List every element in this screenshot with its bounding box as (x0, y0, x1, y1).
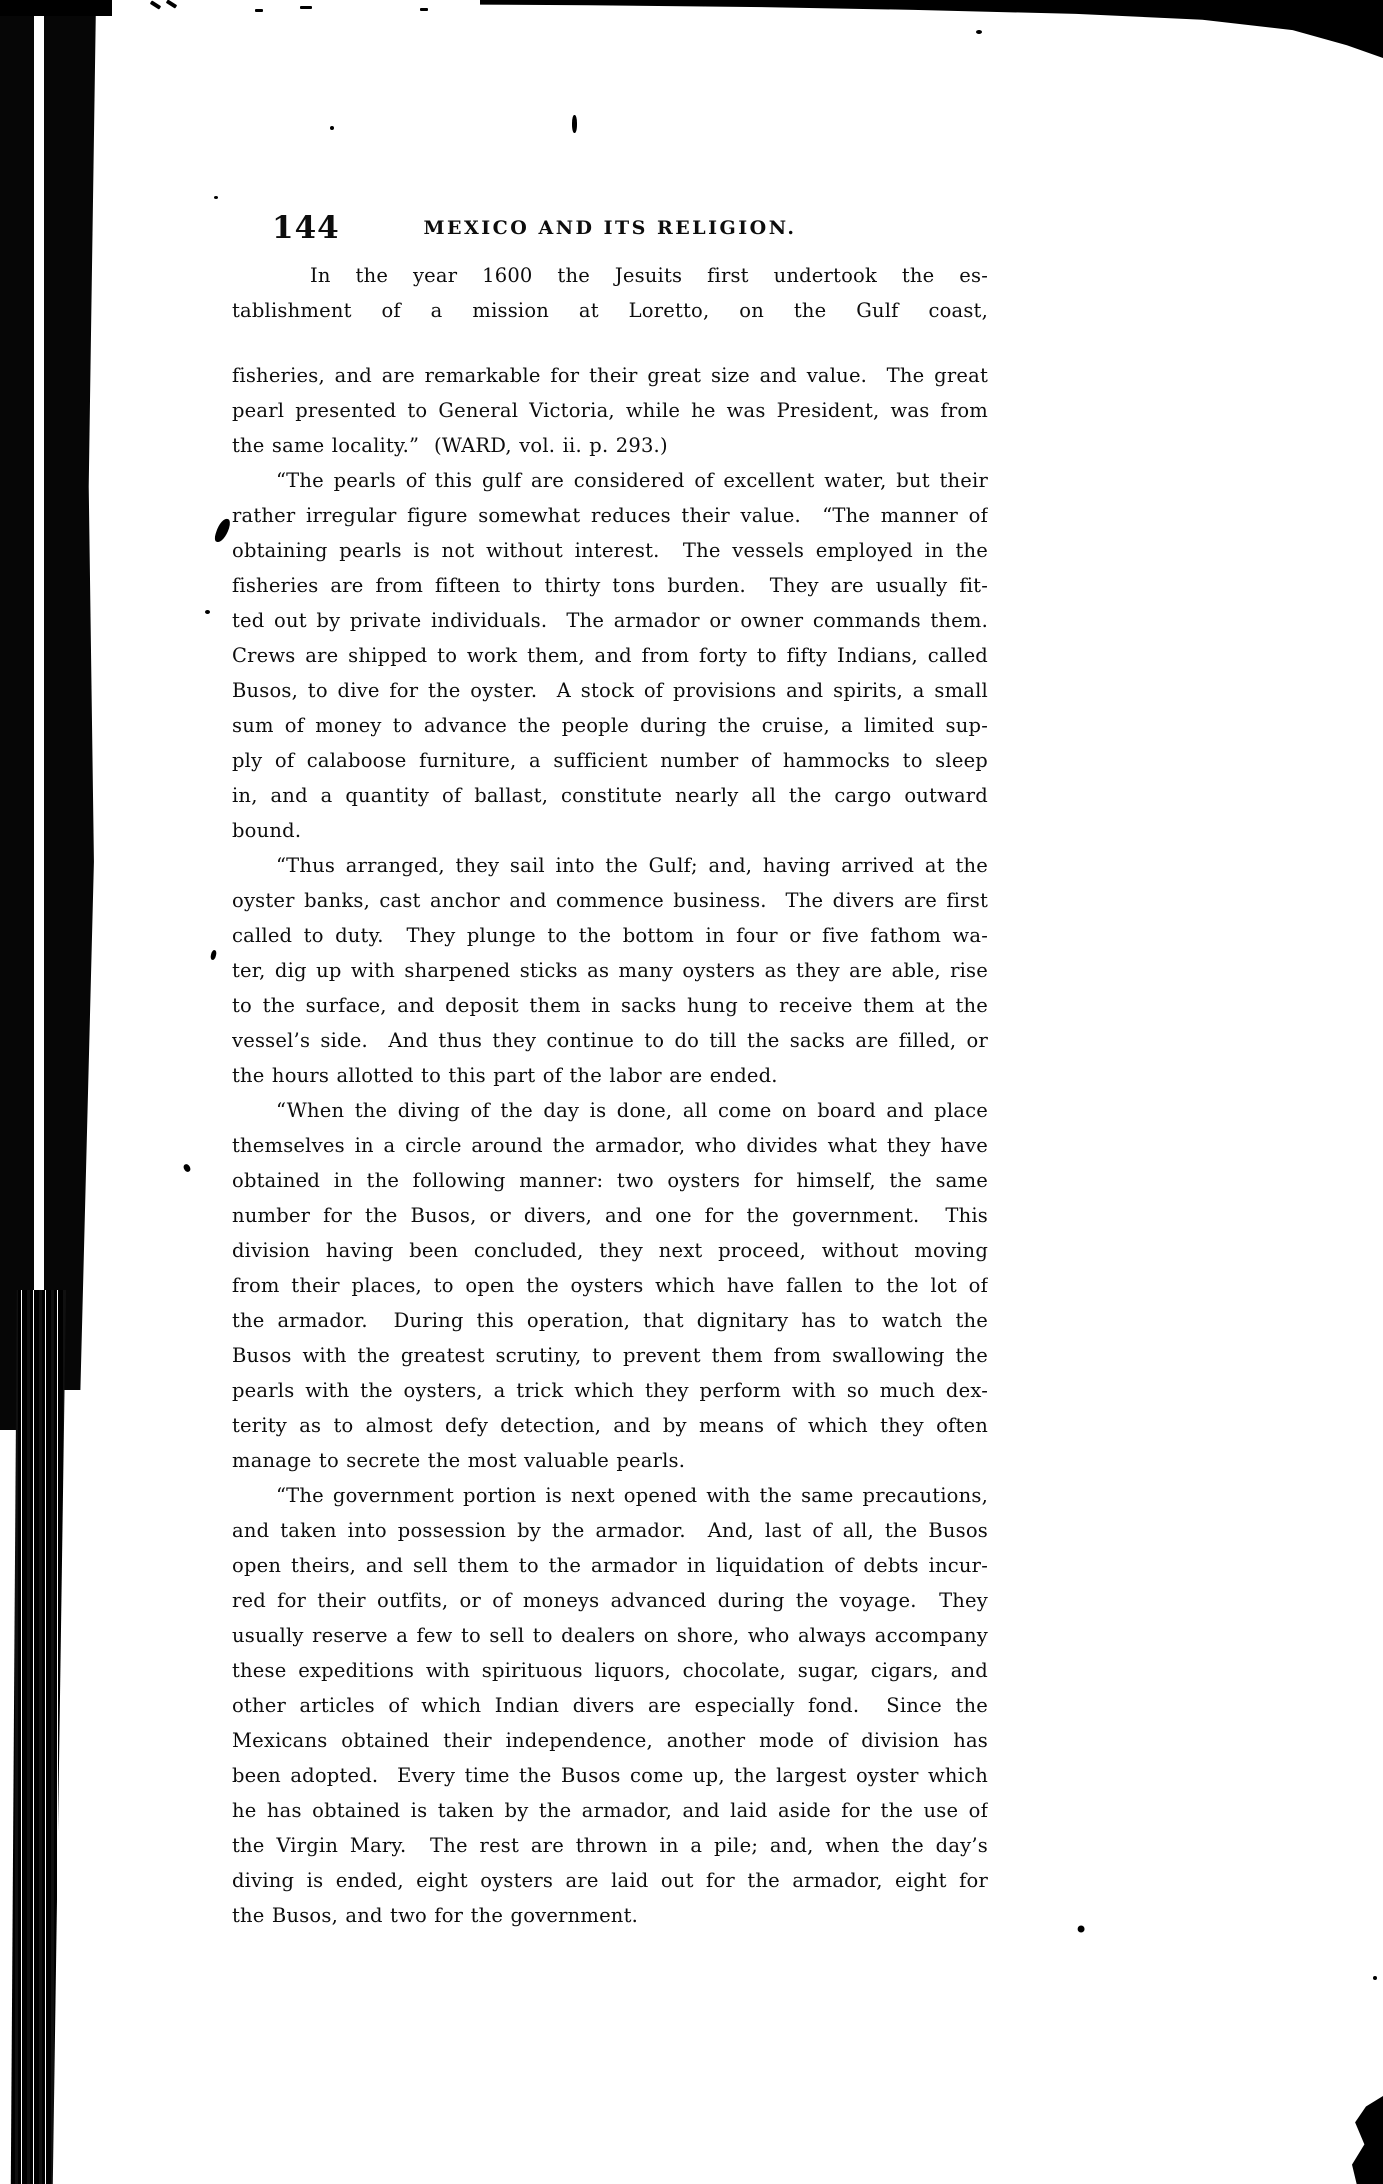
trailing-bullet-mark: • (1074, 1916, 1089, 1944)
ink-mark-margin (210, 950, 217, 961)
ink-blob-bottom-right (1352, 2096, 1383, 2184)
text-line: sum of money to advance the people during the cruise, a limited sup- (232, 714, 988, 737)
ink-mark-margin (182, 1163, 191, 1173)
text-line: to the surface, and deposit them in sacks hung to receive them at the (232, 994, 988, 1017)
text-line: the Virgin Mary. The rest are thrown in a pile; and, when the day’s (232, 1834, 988, 1857)
text-line: obtaining pearls is not without interest. The vessels employed in the (232, 539, 988, 562)
page-body (232, 210, 988, 1933)
running-head: MEXICO AND ITS RELIGION. (423, 217, 797, 239)
text-line: rather irregular figure somewhat reduces their value. “The manner of (232, 504, 988, 527)
text-line: pearls with the oysters, a trick which they perform with so much dex- (232, 1379, 988, 1402)
text-line: he has obtained is taken by the armador, and laid aside for the use of (232, 1799, 988, 1822)
ink-speck (976, 30, 982, 34)
book-binding-edge-inner (44, 0, 96, 1390)
paragraphs (232, 358, 988, 1933)
text-line: “The government portion is next opened with the same precautions, (276, 1484, 988, 1507)
text-line: the armador. During this operation, that dignitary has to watch the (232, 1309, 988, 1332)
page-number: 144 (272, 210, 340, 246)
text-line: Crews are shipped to work them, and from forty to fifty Indians, called (232, 644, 988, 667)
text-line: fisheries are from fifteen to thirty tons burden. They are usually fit- (232, 574, 988, 597)
ink-speck (1373, 1976, 1377, 1980)
text-line: bound. (232, 819, 302, 842)
page-curl-shadow (480, 0, 1383, 58)
text-line: ter, dig up with sharpened sticks as many oysters as they are able, rise (232, 959, 988, 982)
ink-speck (166, 0, 177, 9)
text-line: called to duty. They plunge to the bottom in four or five fathom wa- (232, 924, 988, 947)
text-line: obtained in the following manner: two oysters for himself, the same (232, 1169, 988, 1192)
text-line: division having been concluded, they next proceed, without moving (232, 1239, 988, 1262)
text-line: open theirs, and sell them to the armador in liquidation of debts incur- (232, 1554, 988, 1577)
text-line: fisheries, and are remarkable for their great size and value. The great (232, 364, 988, 387)
text-line: red for their outfits, or of moneys advanced during the voyage. They (232, 1589, 988, 1612)
paragraph (232, 848, 988, 1093)
text-line: “When the diving of the day is done, all come on board and place (276, 1099, 988, 1122)
text-line: Busos, to dive for the oyster. A stock of provisions and spirits, a small (232, 679, 988, 702)
ink-speck (205, 610, 210, 614)
text-line: from their places, to open the oysters which have fallen to the lot of (232, 1274, 988, 1297)
text-line: themselves in a circle around the armador, who divides what they have (232, 1134, 988, 1157)
text-line: “Thus arranged, they sail into the Gulf; and, having arrived at the (276, 854, 988, 877)
text-line: been adopted. Every time the Busos come up, the largest oyster which (232, 1764, 988, 1787)
text-line: ted out by private individuals. The armador or owner commands them. (232, 609, 988, 632)
intro-paragraph (232, 258, 988, 328)
text-line: usually reserve a few to sell to dealers on shore, who always accompany (232, 1624, 988, 1647)
text-line: the same locality.” (WARD, vol. ii. p. 293.) (232, 434, 668, 457)
ink-speck (330, 126, 334, 130)
text-line: the hours allotted to this part of the labor are ended. (232, 1064, 778, 1087)
text-line: Mexicans obtained their independence, another mode of division has (232, 1729, 988, 1752)
text-line: other articles of which Indian divers are especially fond. Since the (232, 1694, 988, 1717)
text-line: and taken into possession by the armador. And, last of all, the Busos (232, 1519, 988, 1542)
paragraph (232, 1093, 988, 1478)
intro-line: tablishment of a mission at Loretto, on the Gulf coast, (232, 299, 988, 322)
intro-line: In the year 1600 the Jesuits first undertook the es- (310, 264, 988, 287)
text-line: vessel’s side. And thus they continue to do till the sacks are filled, or (232, 1029, 988, 1052)
text-line: manage to secrete the most valuable pearls. (232, 1449, 686, 1472)
ink-speck (150, 0, 161, 9)
text-line: ply of calaboose furniture, a sufficient number of hammocks to sleep (232, 749, 988, 772)
ink-speck (300, 6, 312, 9)
ink-mark-above-head (572, 115, 577, 133)
scan-edge-top-left (0, 0, 112, 16)
ink-speck (214, 196, 218, 199)
ink-speck (255, 9, 263, 12)
text-line: diving is ended, eight oysters are laid out for the armador, eight for (232, 1869, 988, 1892)
text-line: these expeditions with spirituous liquors, chocolate, sugar, cigars, and (232, 1659, 988, 1682)
text-line: number for the Busos, or divers, and one for the government. This (232, 1204, 988, 1227)
page-header (232, 210, 988, 256)
paragraph (232, 463, 988, 848)
text-line: “The pearls of this gulf are considered of excellent water, but their (276, 469, 988, 492)
text-line: terity as to almost defy detection, and by means of which they often (232, 1414, 988, 1437)
text-line: in, and a quantity of ballast, constitute nearly all the cargo outward (232, 784, 988, 807)
book-binding-edge (0, 0, 34, 1430)
ink-blot (213, 517, 231, 544)
paragraph (232, 1478, 988, 1933)
text-line: oyster banks, cast anchor and commence business. The divers are first (232, 889, 988, 912)
text-line: Busos with the greatest scrutiny, to prevent them from swallowing the (232, 1344, 988, 1367)
paragraph (232, 358, 988, 463)
ink-speck (420, 8, 428, 11)
text-line: the Busos, and two for the government. (232, 1904, 638, 1927)
text-line: pearl presented to General Victoria, while he was President, was from (232, 399, 988, 422)
